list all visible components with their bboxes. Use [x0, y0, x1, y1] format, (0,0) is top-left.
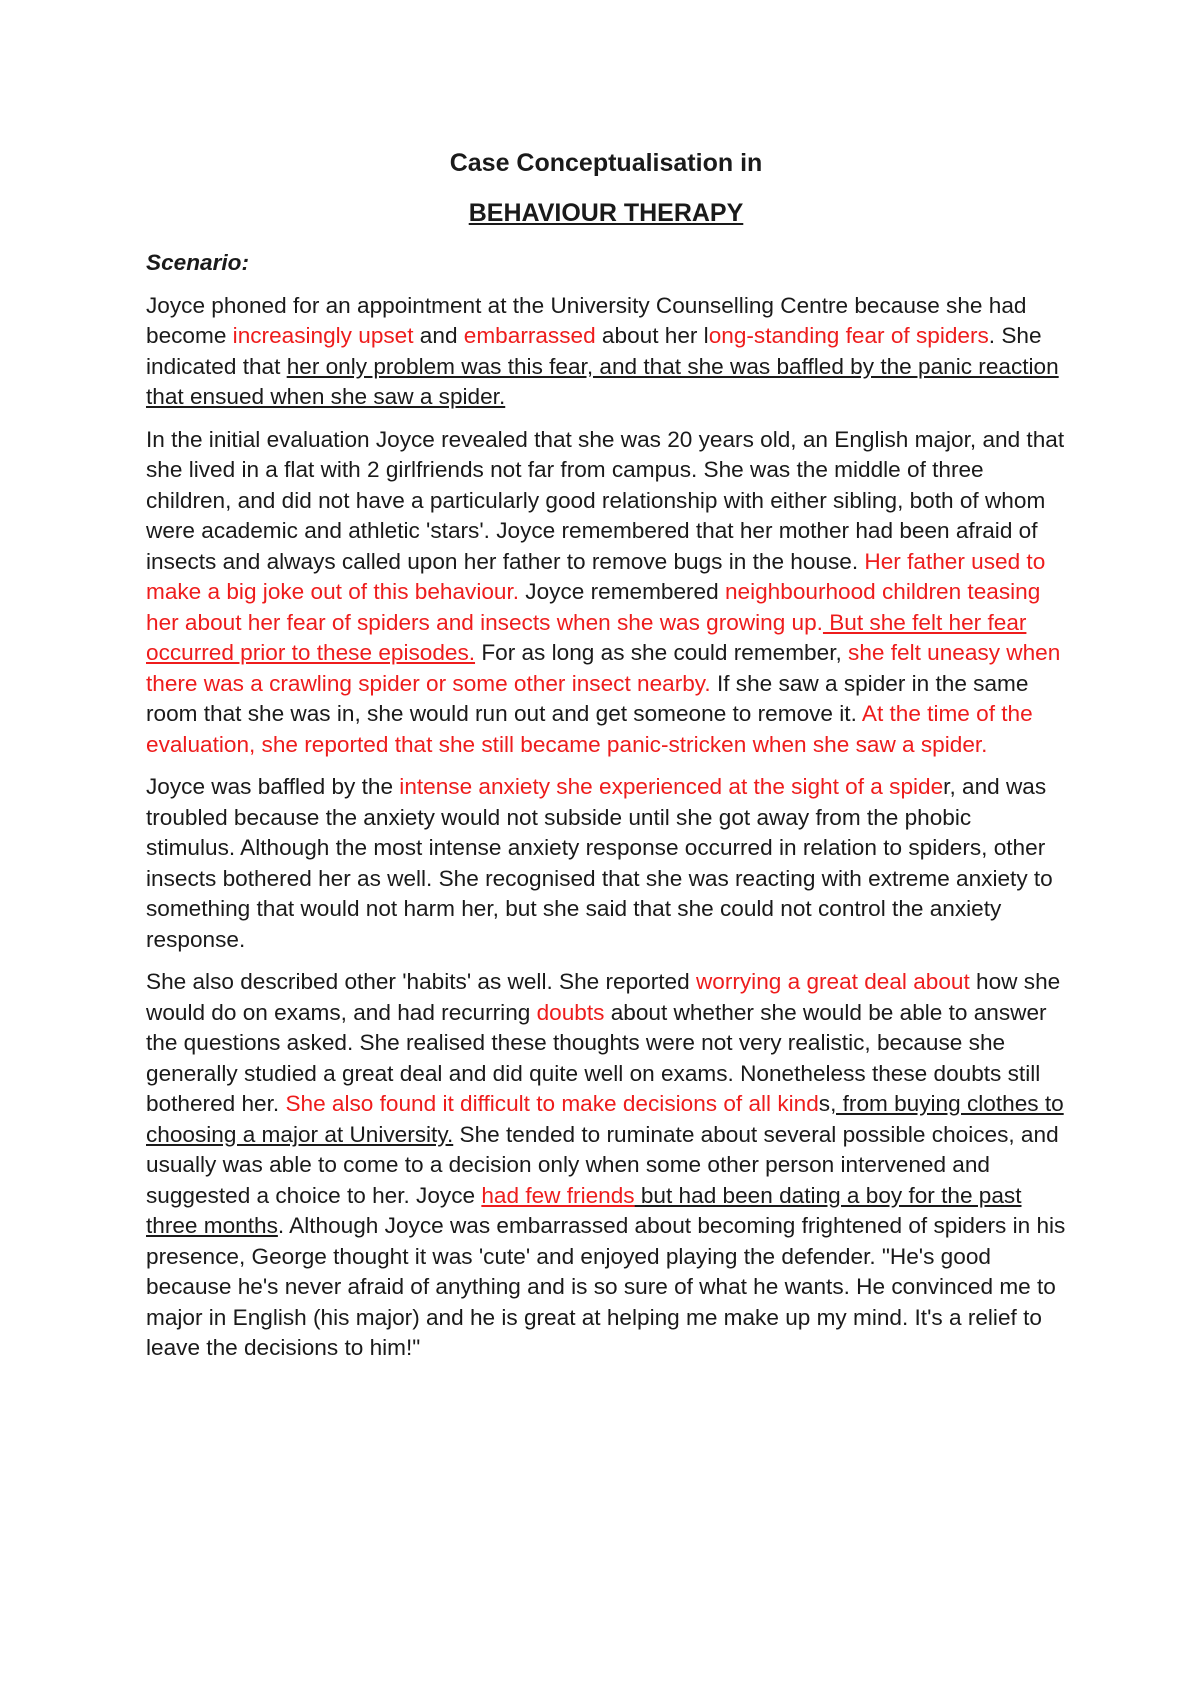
highlighted-text: intense anxiety she experienced at the sight of a spide — [399, 774, 944, 799]
highlighted-text: neighbourhood children teasing her about her fear of spiders and insects when she was growing up. — [146, 579, 1041, 635]
text-run: Joyce remembered — [519, 579, 725, 604]
underlined-text: her only problem was this fear, and that she was baffled by the panic reaction that ensued when she saw a spider. — [146, 353, 1059, 409]
text-run: about whether she would be able to answer the questions asked. She realised these thoughts were not very realistic, because she generally studied a great deal and did quite well on exams. Nonetheless these doubts still bothered her. — [146, 999, 1047, 1116]
highlighted-text: doubts — [536, 999, 605, 1025]
highlighted-text: At the time of the evaluation, she reported that she still became panic-stricken when she saw a spider. — [146, 701, 1033, 757]
highlighted-text: embarrassed — [463, 323, 596, 348]
document-subtitle: BEHAVIOUR THERAPY — [468, 199, 744, 227]
underlined-text: , from buying clothes to choosing a major at University. — [146, 1091, 1064, 1147]
document-body — [146, 140, 1066, 1364]
text-run: how she would do on exams, and had recurring — [146, 969, 1061, 1025]
text-run: r, and was troubled because the anxiety would not subside until she got away from the phobic stimulus. Although the most intense anxiety response occurred in relation to spiders, other insects bothered her as well. She recognised that she was reacting with extreme anxiety to something that would not harm her, but she said that she could not control the anxiety response. — [146, 774, 1053, 952]
highlighted-text: Her father used to make a big joke out of this behaviour. — [146, 548, 1046, 604]
text-run: For as long as she could remember, — [475, 640, 849, 665]
text-run: and — [413, 323, 464, 348]
highlighted-text: worrying a great deal about — [695, 969, 970, 994]
highlighted-text: But she felt her fear occurred prior to these episodes. — [146, 609, 1027, 665]
text-run: . She indicated that — [146, 323, 1042, 379]
text-run: Joyce was baffled by the — [146, 774, 400, 799]
text-run: about her l — [595, 323, 709, 348]
highlighted-text: had few friends — [481, 1182, 635, 1208]
highlighted-text: ong-standing fear of spiders — [708, 323, 989, 348]
scenario-label: Scenario: — [146, 250, 249, 275]
text-run: In the initial evaluation Joyce revealed that she was 20 years old, an English major, and that she lived in a flat with 2 girlfriends not far from campus. She was the middle of three children, and did not have a particularly good relationship with either sibling, both of whom were academic and athletic 'stars'. Joyce remembered that her mother had been afraid of insects and always called upon her father to remove bugs in the house. — [146, 426, 1065, 574]
paragraph — [146, 425, 1066, 761]
highlighted-text: she felt uneasy when there was a crawling spider or some other insect nearby. — [146, 640, 1061, 696]
text-run: . Although Joyce was embarrassed about becoming frightened of spiders in his presence, George thought it was 'cute' and enjoyed playing the defender. "He's good because he's never afraid of anything and is so sure of what he wants. He convinced me to major in English (his major) and he is great at helping me make up my mind. It's a relief to leave the decisions to him!" — [146, 1213, 1066, 1360]
text-run: She tended to ruminate about several possible choices, and usually was able to come to a decision only when some other person intervened and suggested a choice to her. Joyce — [146, 1121, 1059, 1208]
document-title: Case Conceptualisation in — [449, 149, 763, 177]
text-run: Joyce phoned for an appointment at the University Counselling Centre because she had become — [146, 292, 1027, 348]
paragraph — [146, 772, 1066, 955]
text-run: s — [818, 1091, 831, 1116]
text-run: She also described other 'habits' as well. She reported — [146, 969, 696, 994]
paragraph — [146, 967, 1066, 1364]
paragraph — [146, 291, 1066, 413]
underlined-text: but had been dating a boy for the past three months — [146, 1182, 1022, 1238]
text-run: If she saw a spider in the same room that she was in, she would run out and get someone to remove it. — [146, 670, 1029, 726]
highlighted-text: She also found it difficult to make decisions of all kind — [285, 1091, 819, 1116]
highlighted-text: increasingly upset — [232, 323, 414, 348]
